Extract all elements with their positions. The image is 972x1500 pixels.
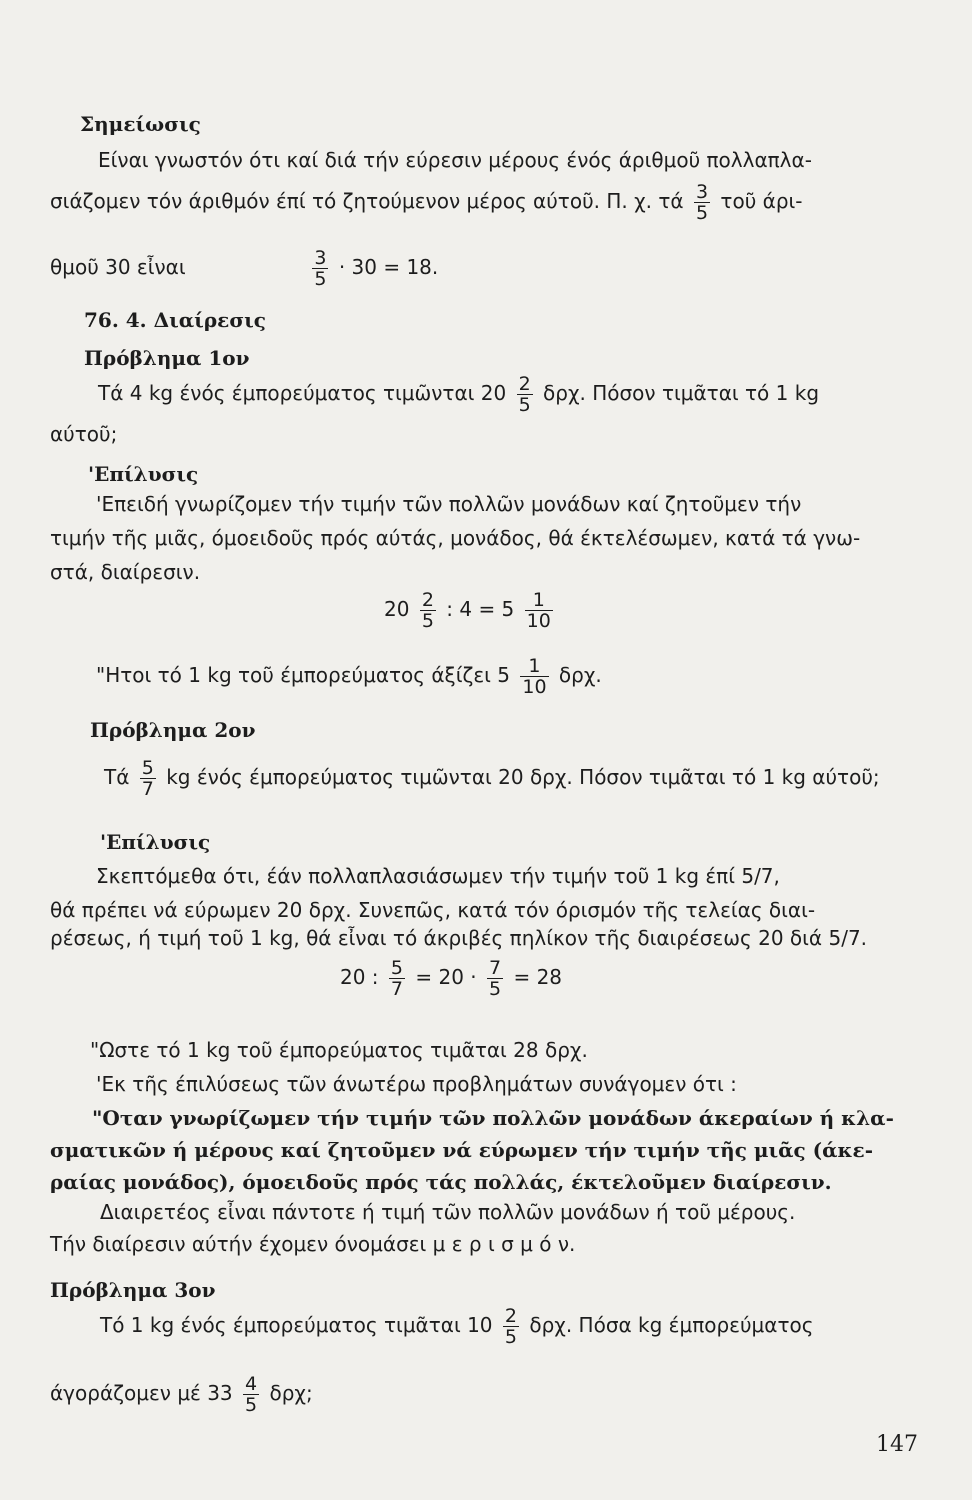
equation-term: 20 <box>384 597 410 621</box>
problem-3-heading: Πρόβλημα 3ον <box>50 1278 216 1302</box>
fraction: $\frac{1}{10}$ <box>526 589 551 632</box>
problem-2-solution-line-3: ρέσεως, ή τιμή τοῦ 1 kg, θά εἶναι τό άκριβές πηλίκον τῆς διαιρέσεως 20 διά 5/7. <box>50 926 868 950</box>
problem-3-text-c: άγοράζομεν μέ 33 <box>50 1381 233 1405</box>
equation-term: : 4 = 5 <box>446 597 515 621</box>
fraction: $\frac{7}{5}$ <box>489 957 502 1000</box>
problem-1-solution-line-2: τιμήν τῆς μιᾶς, όμοειδοῦς πρός αύτάς, μονάδος, θά έκτελέσωμεν, κατά τά γνω- <box>50 526 861 550</box>
section-heading: 76. 4. Διαίρεσις <box>84 308 266 332</box>
fraction: $\frac{4}{5}$ <box>245 1373 258 1416</box>
problem-2-line-1 <box>104 758 880 799</box>
problem-2-text-a: Τά <box>104 765 130 789</box>
fraction: $\frac{5}{7}$ <box>390 957 403 1000</box>
equation-term: = 28 <box>513 965 563 989</box>
problem-2-text-b: kg ένός έμπορεύματος τιμῶνται 20 δρχ. Πόσον τιμᾶται τό 1 kg αύτοῦ; <box>166 765 880 789</box>
note-line-3-text-a: θμοῦ 30 εἶναι <box>50 255 186 279</box>
problem-1-text-a: Τά 4 kg ένός έμπορεύματος τιμῶνται 20 <box>98 381 507 405</box>
page-number: 147 <box>876 1432 918 1457</box>
problem-3-text-a: Τό 1 kg ένός έμπορεύματος τιμᾶται 10 <box>100 1313 493 1337</box>
rule-line-3: ραίας μονάδος), όμοειδοῦς πρός τάς πολλάς, έκτελοῦμεν διαίρεσιν. <box>50 1170 832 1194</box>
fraction: $\frac{1}{10}$ <box>522 655 547 698</box>
note-line-2-text-b: τοῦ άρι- <box>720 189 803 213</box>
conclusion-intro: 'Εκ τῆς έπιλύσεως τῶν άνωτέρω προβλημάτων συνάγομεν ότι : <box>96 1072 737 1096</box>
problem-2-solution-line-1: Σκεπτόμεθα ότι, έάν πολλαπλασιάσωμεν τήν τιμήν τοῦ 1 kg έπί 5/7, <box>96 864 780 888</box>
problem-1-solution-line-1: 'Επειδή γνωρίζομεν τήν τιμήν τῶν πολλῶν μονάδων καί ζητοῦμεν τήν <box>96 492 802 516</box>
problem-1-solution-line-3: στά, διαίρεσιν. <box>50 560 201 584</box>
problem-3-text-b: δρχ. Πόσα kg έμπορεύματος <box>529 1313 814 1337</box>
result-unit: δρχ. <box>558 663 602 687</box>
note-line-3-text-b: · 30 = 18. <box>338 255 439 279</box>
fraction: $\frac{2}{5}$ <box>518 373 531 416</box>
fraction: $\frac{2}{5}$ <box>504 1305 517 1348</box>
equation-term: = 20 · <box>415 965 477 989</box>
fraction: $\frac{3}{5}$ <box>695 181 709 224</box>
problem-1-line-2: αύτοῦ; <box>50 422 118 446</box>
rule-line-2: σματικῶν ή μέρους καί ζητοῦμεν νά εύρωμεν τήν τιμήν τῆς μιᾶς (άκε- <box>50 1138 873 1162</box>
problem-2-result: "Ωστε τό 1 kg τοῦ έμπορεύματος τιμᾶται 28 δρχ. <box>90 1038 588 1062</box>
fraction: $\frac{3}{5}$ <box>314 247 327 290</box>
result-text: "Ητοι τό 1 kg τοῦ έμπορεύματος άξίζει 5 <box>96 663 511 687</box>
problem-3-line-2 <box>50 1374 313 1415</box>
note-line-3 <box>50 248 438 289</box>
problem-3-text-d: δρχ; <box>269 1381 313 1405</box>
problem-3-line-1 <box>100 1306 813 1347</box>
problem-1-equation <box>384 590 557 631</box>
problem-1-text-b: δρχ. Πόσον τιμᾶται τό 1 kg <box>543 381 820 405</box>
equation-term: 20 : <box>340 965 379 989</box>
fraction: $\frac{5}{7}$ <box>141 757 154 800</box>
problem-1-heading: Πρόβλημα 1ον <box>84 346 250 370</box>
problem-1-result <box>96 656 602 697</box>
problem-1-solution-heading: 'Επίλυσις <box>88 462 199 486</box>
dividend-note: Διαιρετέος εἶναι πάντοτε ή τιμή τῶν πολλῶν μονάδων ή τοῦ μέρους. <box>100 1200 796 1224</box>
partition-note: Τήν διαίρεσιν αύτήν έχομεν όνομάσει μ ε ρ ι σ μ ό ν. <box>50 1232 576 1256</box>
note-heading: Σημείωσις <box>80 112 201 136</box>
rule-line-1: "Οταν γνωρίζωμεν τήν τιμήν τῶν πολλῶν μονάδων άκεραίων ή κλα- <box>92 1106 894 1130</box>
note-line-1: Είναι γνωστόν ότι καί διά τήν εύρεσιν μέρους ένός άριθμοῦ πολλαπλα- <box>98 148 812 172</box>
problem-2-equation <box>340 958 562 999</box>
problem-2-solution-line-2: θά πρέπει νά εύρωμεν 20 δρχ. Συνεπῶς, κατά τόν όρισμόν τῆς τελείας διαι- <box>50 898 816 922</box>
problem-2-heading: Πρόβλημα 2ον <box>90 718 256 742</box>
note-line-2 <box>50 182 803 223</box>
note-line-2-text-a: σιάζομεν τόν άριθμόν έπί τό ζητούμενον μέρος αύτοῦ. Π. χ. τά <box>50 189 684 213</box>
fraction: $\frac{2}{5}$ <box>421 589 434 632</box>
problem-1-line-1 <box>98 374 819 415</box>
problem-2-solution-heading: 'Επίλυσις <box>100 830 211 854</box>
